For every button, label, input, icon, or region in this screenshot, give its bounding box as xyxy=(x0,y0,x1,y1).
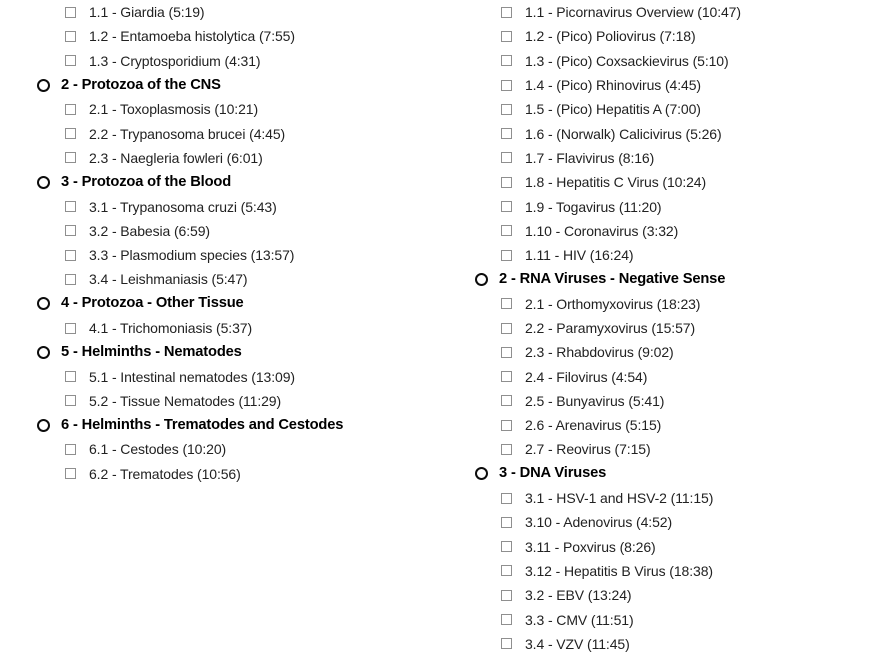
section-label: 4 - Protozoa - Other Tissue xyxy=(61,295,244,312)
checkbox-glyph xyxy=(501,323,512,334)
checkbox-glyph xyxy=(501,298,512,309)
lecture-row[interactable] xyxy=(460,340,880,364)
lecture-label: 2.4 - Filovirus (4:54) xyxy=(525,368,648,385)
checkbox-icon[interactable] xyxy=(499,321,513,335)
checkbox-glyph xyxy=(501,55,512,66)
circle-glyph xyxy=(475,467,488,480)
lecture-label: 2.1 - Orthomyxovirus (18:23) xyxy=(525,295,701,312)
checkbox-icon[interactable] xyxy=(499,297,513,311)
checkbox-glyph xyxy=(501,493,512,504)
lecture-row[interactable] xyxy=(0,121,450,145)
checkbox-glyph xyxy=(65,444,76,455)
lecture-label: 1.10 - Coronavirus (3:32) xyxy=(525,222,679,239)
lecture-row[interactable] xyxy=(460,97,880,121)
checkbox-icon[interactable] xyxy=(499,515,513,529)
lecture-row[interactable] xyxy=(0,316,450,340)
section-label: 6 - Helminths - Trematodes and Cestodes xyxy=(61,416,344,433)
section-row[interactable] xyxy=(0,413,450,437)
checkbox-glyph xyxy=(501,420,512,431)
lecture-row[interactable] xyxy=(0,267,450,291)
section-row[interactable] xyxy=(0,292,450,316)
section-label: 5 - Helminths - Nematodes xyxy=(61,343,242,360)
checkbox-glyph xyxy=(501,517,512,528)
lecture-row[interactable] xyxy=(460,24,880,48)
lecture-label: 6.1 - Cestodes (10:20) xyxy=(89,441,227,458)
lecture-row[interactable] xyxy=(460,194,880,218)
lecture-row[interactable] xyxy=(460,243,880,267)
lecture-row[interactable] xyxy=(460,583,880,607)
checkbox-glyph xyxy=(501,80,512,91)
checkbox-icon[interactable] xyxy=(499,442,513,456)
checkbox-glyph xyxy=(501,444,512,455)
circle-icon xyxy=(36,175,50,189)
lecture-label: 3.10 - Adenovirus (4:52) xyxy=(525,514,673,531)
checkbox-icon[interactable] xyxy=(499,5,513,19)
lecture-label: 6.2 - Trematodes (10:56) xyxy=(89,465,241,482)
circle-icon xyxy=(474,272,488,286)
circle-glyph xyxy=(37,176,50,189)
checkbox-glyph xyxy=(501,104,512,115)
lecture-row[interactable] xyxy=(460,219,880,243)
lecture-row[interactable] xyxy=(0,24,450,48)
lecture-label: 3.1 - HSV-1 and HSV-2 (11:15) xyxy=(525,490,714,507)
checkbox-icon[interactable] xyxy=(499,78,513,92)
lecture-label: 1.2 - (Pico) Poliovirus (7:18) xyxy=(525,28,696,45)
lecture-label: 4.1 - Trichomoniasis (5:37) xyxy=(89,320,253,336)
checkbox-glyph xyxy=(65,104,76,115)
checkbox-icon[interactable] xyxy=(499,540,513,554)
section-row[interactable] xyxy=(0,340,450,364)
lecture-row[interactable] xyxy=(460,73,880,97)
checkbox-icon[interactable] xyxy=(499,151,513,165)
section-label: 2 - Protozoa of the CNS xyxy=(61,76,221,93)
checkbox-glyph xyxy=(65,250,76,261)
lecture-label: 3.12 - Hepatitis B Virus (18:38) xyxy=(525,562,713,579)
lecture-label: 1.1 - Giardia (5:19) xyxy=(89,4,205,21)
lecture-label: 2.1 - Toxoplasmosis (10:21) xyxy=(89,101,259,118)
checkbox-icon[interactable] xyxy=(63,151,77,165)
lecture-row[interactable] xyxy=(460,535,880,559)
lecture-row[interactable] xyxy=(460,364,880,388)
lecture-row[interactable] xyxy=(460,0,880,24)
checkbox-glyph xyxy=(65,128,76,139)
circle-glyph xyxy=(37,346,50,359)
checkbox-glyph xyxy=(501,395,512,406)
lecture-row[interactable] xyxy=(0,0,450,24)
checkbox-icon[interactable] xyxy=(499,418,513,432)
checkbox-glyph xyxy=(501,177,512,188)
lecture-label: 2.3 - Naegleria fowleri (6:01) xyxy=(89,149,263,166)
lecture-row[interactable] xyxy=(460,121,880,145)
checkbox-icon[interactable] xyxy=(499,564,513,578)
lecture-row[interactable] xyxy=(460,413,880,437)
checkbox-glyph xyxy=(65,7,76,18)
lecture-row[interactable] xyxy=(0,364,450,388)
checkbox-glyph xyxy=(501,128,512,139)
checkbox-glyph xyxy=(501,31,512,42)
checkbox-icon[interactable] xyxy=(63,394,77,408)
checkbox-icon[interactable] xyxy=(499,29,513,43)
circle-icon xyxy=(36,297,50,311)
lecture-label: 2.6 - Arenavirus (5:15) xyxy=(525,417,662,434)
lecture-row[interactable] xyxy=(0,97,450,121)
left-column xyxy=(0,0,450,486)
lecture-row[interactable] xyxy=(460,607,880,631)
lecture-label: 1.11 - HIV (16:24) xyxy=(525,247,634,264)
lecture-row[interactable] xyxy=(460,510,880,534)
lecture-label: 2.2 - Trypanosoma brucei (4:45) xyxy=(89,125,286,142)
lecture-row[interactable] xyxy=(0,389,450,413)
checkbox-glyph xyxy=(501,347,512,358)
lecture-label: 1.9 - Togavirus (11:20) xyxy=(525,198,662,215)
right-column xyxy=(460,0,880,656)
circle-icon xyxy=(36,78,50,92)
lecture-row[interactable] xyxy=(460,486,880,510)
circle-icon xyxy=(36,418,50,432)
checkbox-glyph xyxy=(501,250,512,261)
section-label: 3 - DNA Viruses xyxy=(499,465,607,482)
lecture-label: 1.6 - (Norwalk) Calicivirus (5:26) xyxy=(525,125,722,142)
circle-glyph xyxy=(37,297,50,310)
lecture-row[interactable] xyxy=(0,219,450,243)
circle-glyph xyxy=(37,79,50,92)
checkbox-icon[interactable] xyxy=(499,370,513,384)
checkbox-icon[interactable] xyxy=(499,345,513,359)
lecture-row[interactable] xyxy=(460,292,880,316)
lecture-row[interactable] xyxy=(460,146,880,170)
circle-icon xyxy=(474,467,488,481)
lecture-label: 2.7 - Reovirus (7:15) xyxy=(525,441,651,458)
checkbox-icon[interactable] xyxy=(499,54,513,68)
checkbox-glyph xyxy=(65,323,76,334)
checkbox-icon[interactable] xyxy=(499,637,513,651)
lecture-label: 1.5 - (Pico) Hepatitis A (7:00) xyxy=(525,101,701,118)
lecture-label: 1.3 - (Pico) Coxsackievirus (5:10) xyxy=(525,52,729,69)
checkbox-glyph xyxy=(65,395,76,406)
checkbox-icon[interactable] xyxy=(499,491,513,505)
lecture-row[interactable] xyxy=(460,437,880,461)
checkbox-icon[interactable] xyxy=(499,102,513,116)
section-row[interactable] xyxy=(460,267,880,291)
checkbox-glyph xyxy=(501,638,512,649)
lecture-row[interactable] xyxy=(0,194,450,218)
checkbox-icon[interactable] xyxy=(499,588,513,602)
lecture-row[interactable] xyxy=(460,49,880,73)
lecture-label: 1.2 - Entamoeba histolytica (7:55) xyxy=(89,28,295,45)
lecture-label: 3.2 - EBV (13:24) xyxy=(525,587,632,604)
lecture-row[interactable] xyxy=(0,462,450,486)
checkbox-icon[interactable] xyxy=(499,613,513,627)
checkbox-glyph xyxy=(65,225,76,236)
lecture-row[interactable] xyxy=(0,437,450,461)
checkbox-glyph xyxy=(501,614,512,625)
checkbox-icon[interactable] xyxy=(499,224,513,238)
checkbox-glyph xyxy=(65,152,76,163)
checkbox-icon[interactable] xyxy=(63,200,77,214)
lecture-label: 3.3 - CMV (11:51) xyxy=(525,611,634,628)
lecture-label: 1.3 - Cryptosporidium (4:31) xyxy=(89,52,261,69)
lecture-label: 2.5 - Bunyavirus (5:41) xyxy=(525,392,665,409)
checkbox-icon[interactable] xyxy=(63,5,77,19)
checkbox-icon[interactable] xyxy=(63,272,77,286)
lecture-label: 1.8 - Hepatitis C Virus (10:24) xyxy=(525,174,707,191)
lecture-row[interactable] xyxy=(0,243,450,267)
section-row[interactable] xyxy=(460,462,880,486)
lecture-label: 3.4 - VZV (11:45) xyxy=(525,635,630,652)
checkbox-glyph xyxy=(501,201,512,212)
checkbox-glyph xyxy=(65,468,76,479)
checkbox-icon[interactable] xyxy=(63,467,77,481)
lecture-label: 5.2 - Tissue Nematodes (11:29) xyxy=(89,392,282,409)
lecture-label: 3.4 - Leishmaniasis (5:47) xyxy=(89,271,248,288)
checkbox-glyph xyxy=(65,371,76,382)
checkbox-icon[interactable] xyxy=(63,442,77,456)
lecture-label: 2.3 - Rhabdovirus (9:02) xyxy=(525,344,674,361)
checkbox-icon[interactable] xyxy=(63,127,77,141)
lecture-row[interactable] xyxy=(460,632,880,656)
section-label: 3 - Protozoa of the Blood xyxy=(61,173,232,190)
checkbox-glyph xyxy=(65,55,76,66)
checkbox-glyph xyxy=(501,371,512,382)
lecture-row[interactable] xyxy=(460,170,880,194)
checkbox-icon[interactable] xyxy=(499,200,513,214)
checkbox-icon[interactable] xyxy=(63,321,77,335)
checkbox-icon[interactable] xyxy=(63,224,77,238)
checkbox-icon[interactable] xyxy=(499,394,513,408)
lecture-row[interactable] xyxy=(460,389,880,413)
section-row[interactable] xyxy=(0,170,450,194)
lecture-row[interactable] xyxy=(460,316,880,340)
circle-glyph xyxy=(37,419,50,432)
lecture-label: 3.2 - Babesia (6:59) xyxy=(89,222,210,239)
section-label: 2 - RNA Viruses - Negative Sense xyxy=(499,271,726,288)
lecture-row[interactable] xyxy=(0,146,450,170)
checkbox-glyph xyxy=(501,565,512,576)
checkbox-glyph xyxy=(501,152,512,163)
checkbox-glyph xyxy=(501,225,512,236)
checkbox-glyph xyxy=(501,7,512,18)
lecture-label: 2.2 - Paramyxovirus (15:57) xyxy=(525,320,696,336)
lecture-label: 1.7 - Flavivirus (8:16) xyxy=(525,149,655,166)
checkbox-glyph xyxy=(65,274,76,285)
checkbox-icon[interactable] xyxy=(499,175,513,189)
checkbox-glyph xyxy=(65,201,76,212)
checkbox-icon[interactable] xyxy=(63,248,77,262)
section-row[interactable] xyxy=(0,73,450,97)
lecture-label: 3.1 - Trypanosoma cruzi (5:43) xyxy=(89,198,277,215)
lecture-row[interactable] xyxy=(0,49,450,73)
checkbox-icon[interactable] xyxy=(499,248,513,262)
lecture-row[interactable] xyxy=(460,559,880,583)
circle-glyph xyxy=(475,273,488,286)
checkbox-icon[interactable] xyxy=(63,370,77,384)
checkbox-glyph xyxy=(501,590,512,601)
checkbox-icon[interactable] xyxy=(63,102,77,116)
lecture-label: 1.4 - (Pico) Rhinovirus (4:45) xyxy=(525,77,701,94)
checkbox-glyph xyxy=(65,31,76,42)
checkbox-icon[interactable] xyxy=(63,54,77,68)
lecture-label: 1.1 - Picornavirus Overview (10:47) xyxy=(525,4,741,21)
checkbox-icon[interactable] xyxy=(499,127,513,141)
checkbox-glyph xyxy=(501,541,512,552)
lecture-label: 5.1 - Intestinal nematodes (13:09) xyxy=(89,368,295,385)
lecture-label: 3.3 - Plasmodium species (13:57) xyxy=(89,247,295,264)
lecture-label: 3.11 - Poxvirus (8:26) xyxy=(525,538,656,555)
checkbox-icon[interactable] xyxy=(63,29,77,43)
circle-icon xyxy=(36,345,50,359)
